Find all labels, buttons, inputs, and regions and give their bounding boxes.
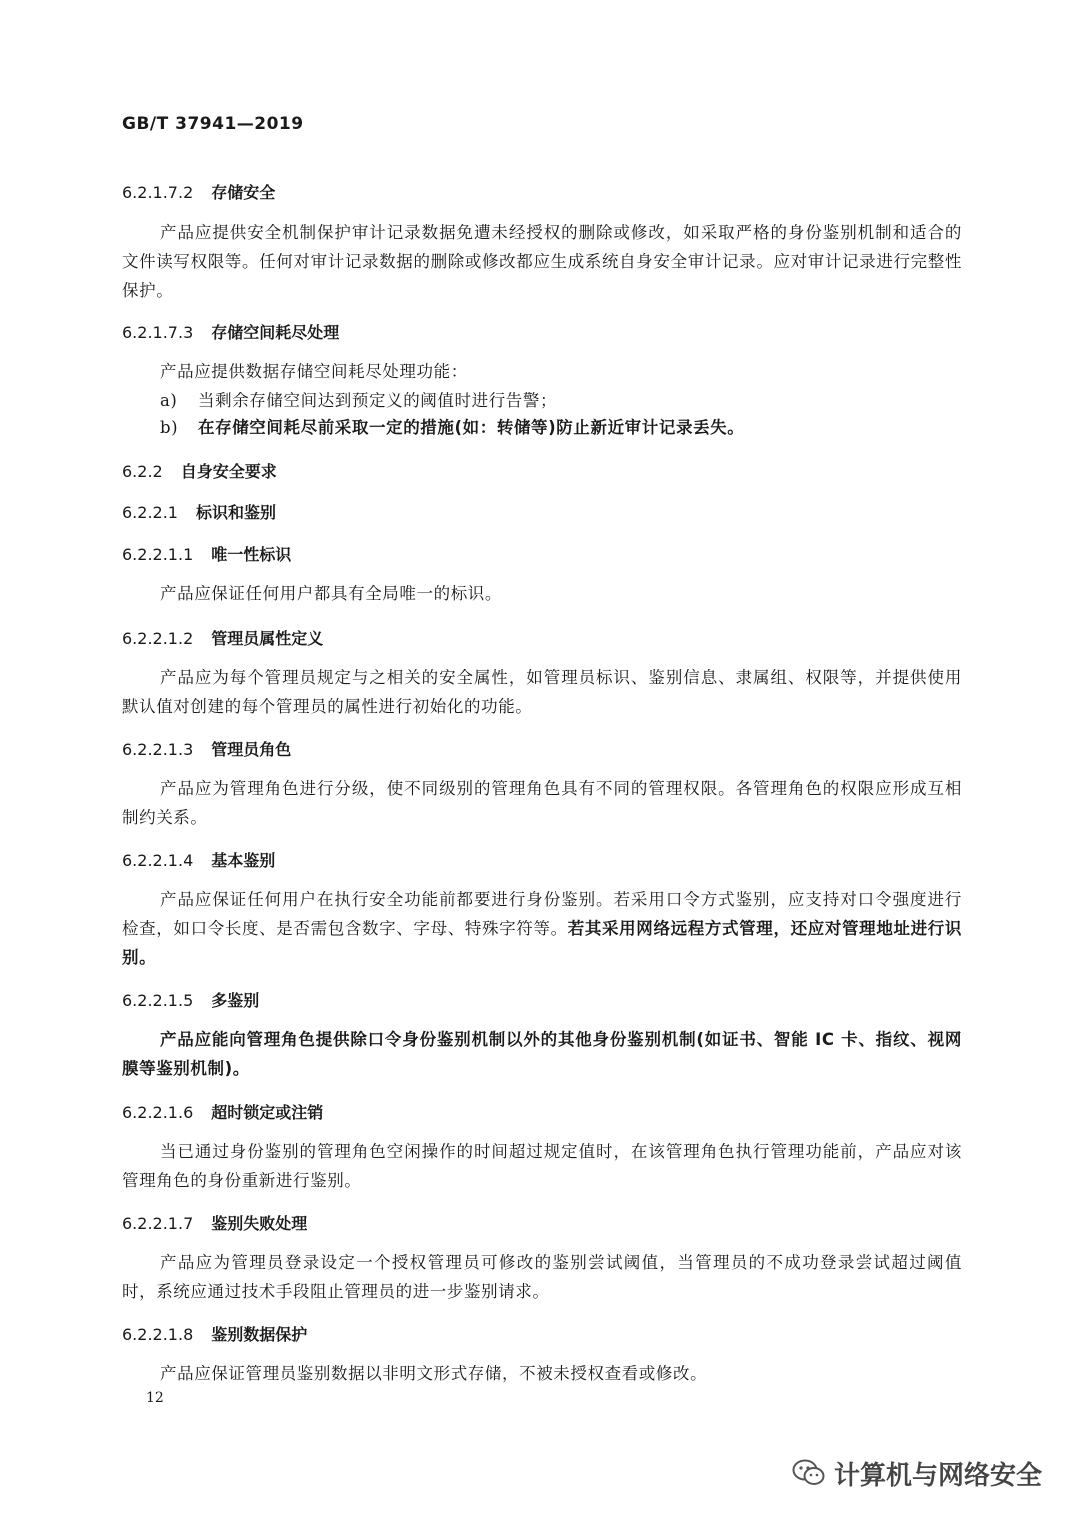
watermark-text: 计算机与网络安全 [834,1460,1043,1491]
heading-6-2-1-7-2 [122,180,275,203]
heading-title: 唯一性标识 [211,545,292,564]
paragraph-admin-roles: 产品应为管理角色进行分级，使不同级别的管理角色具有不同的管理权限。各管理角色的权限应形成互相制约关系。 [122,779,962,827]
heading-6-2-2-1-5 [122,988,259,1011]
standard-code: GB/T 37941—2019 [122,114,304,134]
list-item [160,386,960,415]
heading-6-2-2-1-3 [122,737,291,760]
page-number: 12 [146,1390,164,1406]
paragraph-multi-auth [122,1025,962,1083]
heading-title: 自身安全要求 [180,462,277,481]
heading-title: 管理员角色 [211,740,292,759]
heading-6-2-2-1-4 [122,848,275,871]
heading-number: 6.2.2.1.2 [122,629,194,648]
heading-6-2-2-1 [122,500,276,523]
paragraph-text: 产品应保证任何用户在执行安全功能前都要进行身份鉴别。若采用口令方式鉴别，应支持对口令强度进行检查，如口令长度、是否需包含数字、字母、特殊字符等。 [122,890,962,938]
paragraph-auth-failure: 产品应为管理员登录设定一个授权管理员可修改的鉴别尝试阈值，当管理员的不成功登录尝试超过阈值时，系统应通过技术手段阻止管理员的进一步鉴别请求。 [122,1253,962,1301]
paragraph-timeout-lock: 当已通过身份鉴别的管理角色空闲操作的时间超过规定值时，在该管理角色执行管理功能前，产品应对该管理角色的身份重新进行鉴别。 [122,1142,962,1190]
heading-title: 标识和鉴别 [195,503,276,522]
heading-6-2-2-1-6 [122,1100,323,1123]
heading-number: 6.2.2.1.5 [122,991,194,1010]
list-item-text: 当剩余存储空间达到预定义的阈值时进行告警； [198,391,558,410]
heading-number: 6.2.2 [122,462,163,481]
paragraph-bold-text: 产品应能向管理角色提供除口令身份鉴别机制以外的其他身份鉴别机制(如证书、智能 IC 卡、指纹、视网膜等鉴别机制)。 [122,1030,962,1078]
heading-number: 6.2.2.1.3 [122,740,194,759]
heading-number: 6.2.1.7.2 [122,183,194,202]
paragraph-bold-text: 若其采用网络远程方式管理，还应对管理地址进行识别。 [122,919,962,967]
list-marker: b) [160,418,179,437]
heading-number: 6.2.2.1.8 [122,1325,194,1344]
heading-6-2-1-7-3 [122,320,339,343]
paragraph-basic-auth [122,885,962,972]
heading-number: 6.2.2.1.4 [122,851,194,870]
heading-title: 基本鉴别 [211,851,276,870]
heading-title: 存储空间耗尽处理 [211,323,340,342]
list-item-text: 在存储空间耗尽前采取一定的措施(如：转储等)防止新近审计记录丢失。 [198,418,745,437]
paragraph-unique-id: 产品应保证任何用户都具有全局唯一的标识。 [160,584,502,603]
heading-number: 6.2.2.1 [122,503,178,522]
heading-number: 6.2.2.1.7 [122,1214,194,1233]
heading-title: 鉴别失败处理 [211,1214,308,1233]
heading-number: 6.2.1.7.3 [122,323,194,342]
paragraph-storage-exhaust-intro: 产品应提供数据存储空间耗尽处理功能： [160,362,468,381]
heading-number: 6.2.2.1.1 [122,545,194,564]
heading-6-2-2-1-1 [122,542,291,565]
heading-title: 超时锁定或注销 [211,1103,324,1122]
heading-title: 多鉴别 [211,991,260,1010]
heading-number: 6.2.2.1.6 [122,1103,194,1122]
paragraph-admin-attributes: 产品应为每个管理员规定与之相关的安全属性，如管理员标识、鉴别信息、隶属组、权限等，并提供使用默认值对创建的每个管理员的属性进行初始化的功能。 [122,668,962,716]
heading-6-2-2-1-2 [122,626,323,649]
heading-6-2-2-1-7 [122,1211,307,1234]
heading-6-2-2-1-8 [122,1322,307,1345]
heading-title: 鉴别数据保护 [211,1325,308,1344]
heading-title: 管理员属性定义 [211,629,324,648]
heading-6-2-2 [122,459,277,482]
list-item [160,413,960,442]
paragraph-auth-data-protection: 产品应保证管理员鉴别数据以非明文形式存储，不被未授权查看或修改。 [160,1364,708,1383]
list-marker: a) [160,391,178,410]
wechat-icon [792,1458,826,1488]
heading-title: 存储安全 [211,183,276,202]
watermark [792,1456,1042,1490]
paragraph-storage-security: 产品应提供安全机制保护审计记录数据免遭未经授权的删除或修改，如采取严格的身份鉴别机制和适合的文件读写权限等。任何对审计记录数据的删除或修改都应生成系统自身安全审计记录。应对审计记录进行完整性保护。 [122,223,962,300]
